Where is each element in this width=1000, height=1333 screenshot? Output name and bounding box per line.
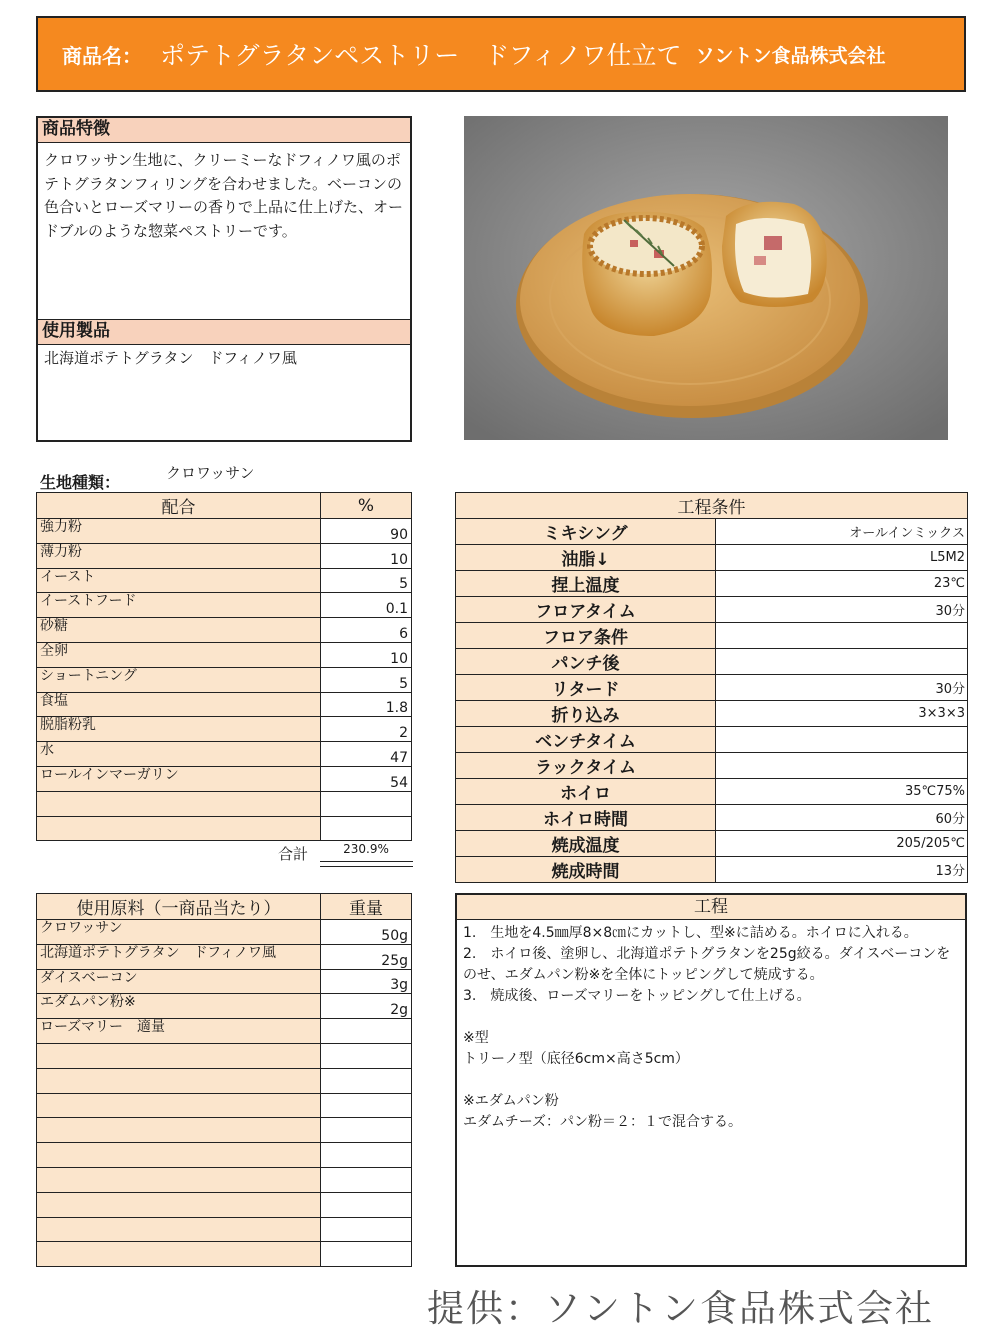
material-row — [37, 1043, 412, 1068]
condition-row-name: ホイロ時間 — [456, 805, 716, 831]
dough-type-label: 生地種類： — [40, 473, 121, 492]
condition-row-name: リタード — [456, 675, 716, 701]
recipe-row-value: 5 — [321, 568, 412, 593]
recipe-row-name: ロールインマーガリン — [37, 766, 321, 791]
condition-row-name: パンチ後 — [456, 649, 716, 675]
conditions-header: 工程条件 — [456, 493, 968, 519]
material-row-name — [37, 1143, 321, 1168]
material-row-value: 50g — [321, 920, 412, 945]
recipe-row — [37, 791, 412, 816]
material-row-name — [37, 1242, 321, 1267]
credit-footer: 提供：ソントン食品株式会社 — [427, 1287, 934, 1330]
condition-row-value: 35℃75% — [716, 779, 968, 805]
condition-row-name: 捏上温度 — [456, 571, 716, 597]
features-box — [36, 116, 412, 442]
recipe-row-name: イーストフード — [37, 593, 321, 618]
recipe-row — [37, 618, 412, 643]
material-row-value — [321, 1143, 412, 1168]
condition-row-name: フロア条件 — [456, 623, 716, 649]
recipe-row-name: ショートニング — [37, 667, 321, 692]
material-row — [37, 994, 412, 1019]
recipe-row — [37, 816, 412, 841]
material-row-value — [321, 1019, 412, 1044]
material-row-name: ローズマリー 適量 — [37, 1019, 321, 1044]
condition-row — [456, 727, 968, 753]
recipe-table — [36, 492, 412, 841]
condition-row-value: オールインミックス — [716, 519, 968, 545]
condition-row — [456, 857, 968, 883]
material-row-value — [321, 1217, 412, 1242]
recipe-row-name: 強力粉 — [37, 519, 321, 544]
materials-header-weight: 重量 — [321, 894, 412, 920]
material-row — [37, 1019, 412, 1044]
material-row-name — [37, 1217, 321, 1242]
condition-row-name: 焼成温度 — [456, 831, 716, 857]
material-row-name: ダイスベーコン — [37, 969, 321, 994]
recipe-row-value: 2 — [321, 717, 412, 742]
material-row — [37, 1118, 412, 1143]
material-row-name: エダムパン粉※ — [37, 994, 321, 1019]
material-row-name — [37, 1167, 321, 1192]
condition-row-name: ホイロ — [456, 779, 716, 805]
condition-row-value — [716, 649, 968, 675]
material-row — [37, 969, 412, 994]
material-row-name: クロワッサン — [37, 920, 321, 945]
material-row — [37, 920, 412, 945]
condition-row-value — [716, 727, 968, 753]
material-row-value — [321, 1043, 412, 1068]
used-products-text: 北海道ポテトグラタン ドフィノワ風 — [44, 349, 297, 367]
features-heading: 商品特徴 — [38, 118, 410, 143]
condition-row — [456, 805, 968, 831]
recipe-row-value: 90 — [321, 519, 412, 544]
material-row-name — [37, 1192, 321, 1217]
condition-row — [456, 701, 968, 727]
recipe-row — [37, 519, 412, 544]
recipe-header-name: 配合 — [37, 493, 321, 519]
process-heading: 工程 — [457, 895, 965, 920]
materials-table — [36, 893, 412, 1267]
used-products-heading: 使用製品 — [38, 319, 410, 345]
title-banner — [36, 16, 966, 92]
recipe-row-name: 砂糖 — [37, 618, 321, 643]
features-text: クロワッサン生地に、クリーミーなドフィノワ風のポテトグラタンフィリングを合わせました。ベーコンの色合いとローズマリーの香りで上品に仕上げた、オードブルのような惣菜ペストリーです。 — [44, 151, 403, 240]
recipe-row — [37, 543, 412, 568]
material-row-value — [321, 1192, 412, 1217]
condition-row-value — [716, 623, 968, 649]
material-row — [37, 1093, 412, 1118]
condition-row-value: 23℃ — [716, 571, 968, 597]
condition-row-name: ミキシング — [456, 519, 716, 545]
recipe-row — [37, 667, 412, 692]
recipe-row-name: 食塩 — [37, 692, 321, 717]
condition-row-value: 3×3×3 — [716, 701, 968, 727]
product-photo — [464, 116, 948, 440]
material-row-value: 2g — [321, 994, 412, 1019]
total-underline — [320, 861, 413, 862]
material-row-name — [37, 1068, 321, 1093]
recipe-row-name — [37, 816, 321, 841]
material-row-value — [321, 1118, 412, 1143]
total-underline — [320, 866, 413, 867]
condition-row — [456, 753, 968, 779]
condition-row-value: 60分 — [716, 805, 968, 831]
recipe-row-name — [37, 791, 321, 816]
recipe-row-value: 10 — [321, 543, 412, 568]
material-row — [37, 1217, 412, 1242]
product-name: ポテトグラタンペストリー ドフィノワ仕立て — [160, 41, 682, 70]
condition-row — [456, 519, 968, 545]
material-row — [37, 1242, 412, 1267]
recipe-row-value: 47 — [321, 742, 412, 767]
condition-row-value: 30分 — [716, 597, 968, 623]
condition-row — [456, 545, 968, 571]
process-box — [455, 893, 967, 1267]
process-conditions-table — [455, 492, 968, 883]
material-row-name: 北海道ポテトグラタン ドフィノワ風 — [37, 944, 321, 969]
condition-row — [456, 649, 968, 675]
material-row-value: 3g — [321, 969, 412, 994]
recipe-row — [37, 568, 412, 593]
materials-header-name: 使用原料（一商品当たり） — [37, 894, 321, 920]
recipe-row — [37, 766, 412, 791]
recipe-row — [37, 642, 412, 667]
company-name: ソントン食品株式会社 — [695, 44, 886, 67]
condition-row-name: 焼成時間 — [456, 857, 716, 883]
material-row-name — [37, 1118, 321, 1143]
material-row-value: 25g — [321, 944, 412, 969]
recipe-row — [37, 742, 412, 767]
material-row-value — [321, 1093, 412, 1118]
condition-row — [456, 675, 968, 701]
condition-row — [456, 779, 968, 805]
material-row-name — [37, 1043, 321, 1068]
recipe-row-value: 6 — [321, 618, 412, 643]
condition-row-value — [716, 753, 968, 779]
recipe-total-value: 230.9% — [343, 842, 389, 856]
recipe-row-value: 1.8 — [321, 692, 412, 717]
condition-row — [456, 571, 968, 597]
condition-row-name: 油脂↓ — [456, 545, 716, 571]
material-row-value — [321, 1242, 412, 1267]
recipe-row-name: 薄力粉 — [37, 543, 321, 568]
dough-type-value: クロワッサン — [166, 464, 255, 482]
recipe-row — [37, 593, 412, 618]
condition-row-value: 13分 — [716, 857, 968, 883]
recipe-row-name: 全卵 — [37, 642, 321, 667]
material-row — [37, 1167, 412, 1192]
material-row — [37, 1192, 412, 1217]
material-row — [37, 944, 412, 969]
material-row — [37, 1143, 412, 1168]
condition-row-name: ベンチタイム — [456, 727, 716, 753]
recipe-row-name: 脱脂粉乳 — [37, 717, 321, 742]
recipe-row-value: 0.1 — [321, 593, 412, 618]
condition-row — [456, 597, 968, 623]
recipe-row-value: 10 — [321, 642, 412, 667]
recipe-row-value: 5 — [321, 667, 412, 692]
process-text: 1. 生地を4.5㎜厚8×8㎝にカットし、型※に詰める。ホイロに入れる。 2. ホイロ後、塗卵し、北海道ポテトグラタンを25g絞る。ダイスベーコンをのせ、エダムパン粉※を全体にトッピングして焼成する。 3. 焼成後、ローズマリーをトッピングして仕上げる。 ※型 トリーノ型（底径6cm×高さ5cm） ※エダムパン粉 エダムチーズ：パン粉＝２：１で混合する。 — [463, 925, 951, 1130]
condition-row-value: L5M2 — [716, 545, 968, 571]
recipe-row-name: 水 — [37, 742, 321, 767]
condition-row-name: ラックタイム — [456, 753, 716, 779]
material-row-value — [321, 1167, 412, 1192]
recipe-row-value — [321, 791, 412, 816]
recipe-row — [37, 717, 412, 742]
recipe-header-pct: % — [321, 493, 412, 519]
product-name-label: 商品名： — [62, 43, 142, 68]
recipe-row-value — [321, 816, 412, 841]
condition-row-name: 折り込み — [456, 701, 716, 727]
material-row — [37, 1068, 412, 1093]
condition-row-name: フロアタイム — [456, 597, 716, 623]
recipe-total-label: 合計 — [278, 845, 309, 863]
condition-row-value: 205/205℃ — [716, 831, 968, 857]
condition-row-value: 30分 — [716, 675, 968, 701]
recipe-row-value: 54 — [321, 766, 412, 791]
condition-row — [456, 831, 968, 857]
material-row-name — [37, 1093, 321, 1118]
recipe-row — [37, 692, 412, 717]
material-row-value — [321, 1068, 412, 1093]
recipe-row-name: イースト — [37, 568, 321, 593]
condition-row — [456, 623, 968, 649]
